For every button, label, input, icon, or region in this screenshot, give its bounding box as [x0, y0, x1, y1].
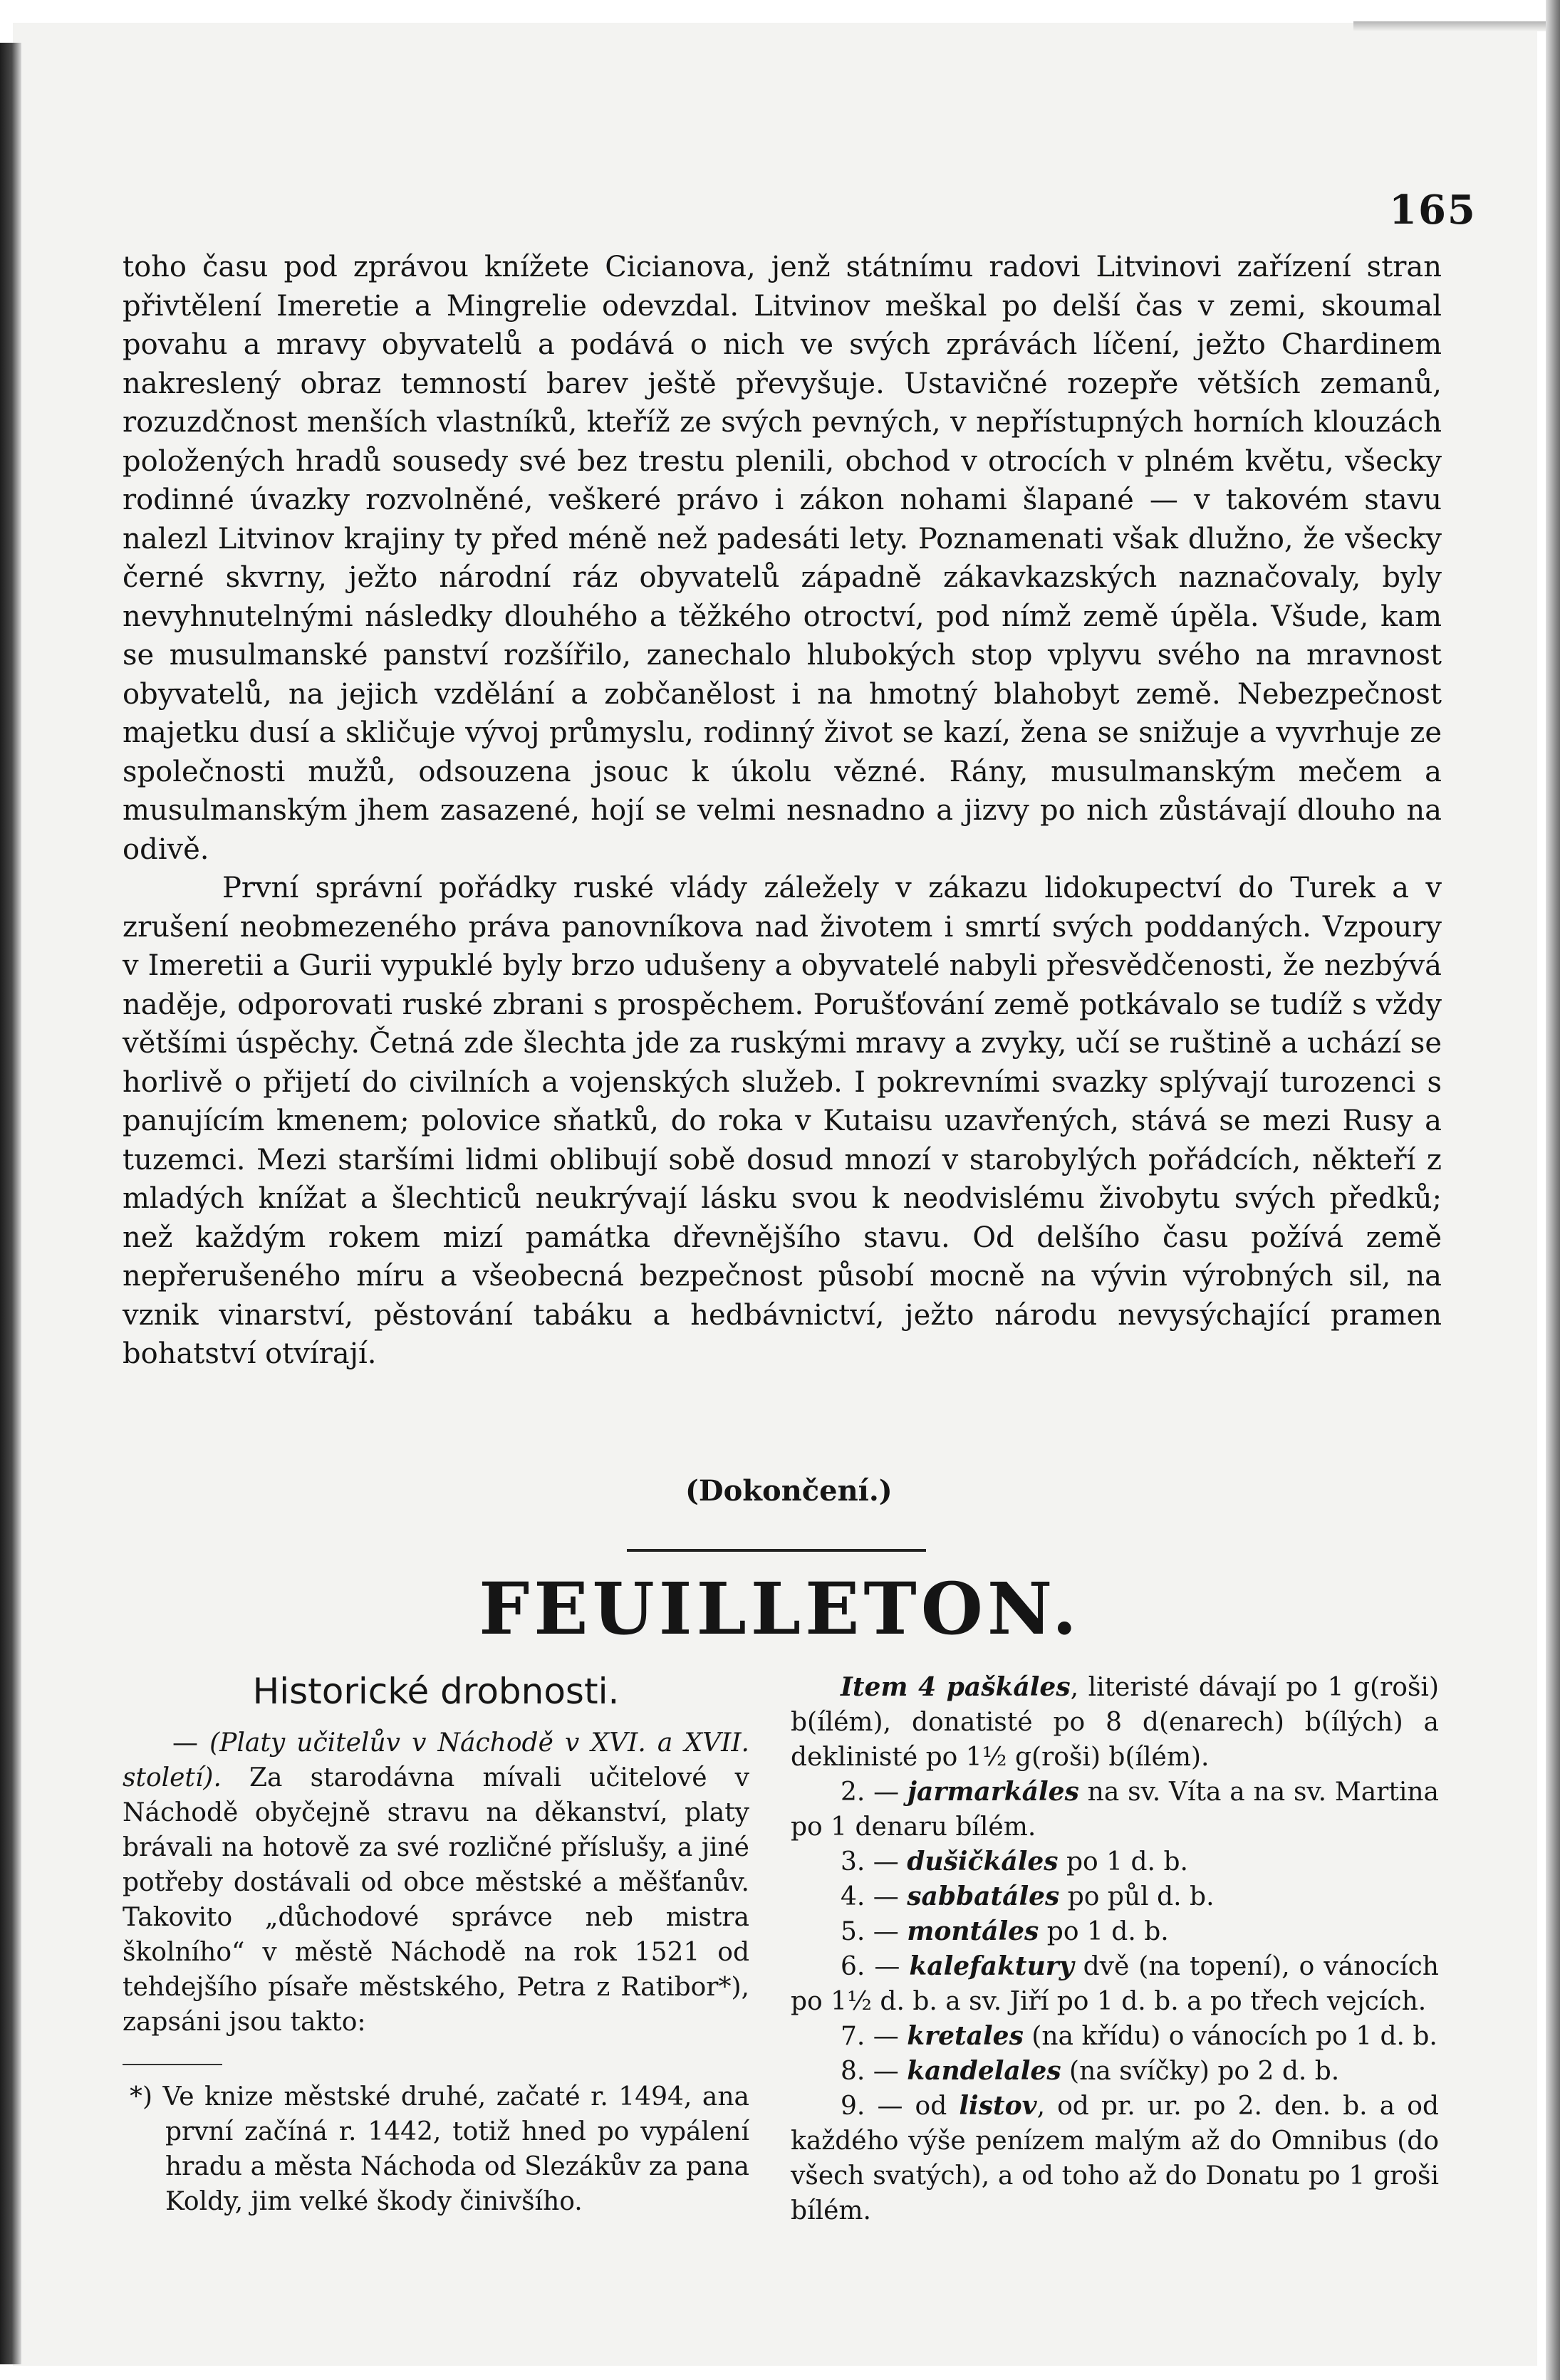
- item-text: , literisté dávají po 1 g(roši) b(ílém), donatisté po 8 d(enarech) b(ílých) a deklinisté po 1½ g(roši) b(ílém).: [791, 1673, 1439, 1772]
- item-prefix: 4. —: [841, 1882, 908, 1911]
- payment-item: [791, 2089, 1439, 2228]
- item-prefix: 5. —: [841, 1917, 908, 1946]
- item-text: po půl d. b.: [1059, 1882, 1215, 1911]
- article-body: [123, 248, 1442, 1374]
- paragraph-body: Za starodávna mívali učitelové v Náchodě obyčejně stravu na děkanství, platy brávali na hotově za své rozličné příslušy, a jiné potřeby dostávali od obce městské a měšťanův. Takovito „důchodové správce neb mistra školního“ v městě Náchodě na rok 1521 od tehdejšího písaře městského, Petra z Ratibor*), zapsáni jsou takto:: [123, 1763, 749, 2037]
- page-right-edge: [1546, 0, 1560, 2380]
- payment-item: [791, 1879, 1439, 1914]
- item-text: po 1 d. b.: [1058, 1847, 1188, 1877]
- page-top-edge: [1353, 21, 1546, 31]
- payment-item: [791, 2019, 1439, 2054]
- item-term: listov: [959, 2091, 1037, 2121]
- payment-item: [791, 1949, 1439, 2019]
- feuilleton-paragraph: [123, 1726, 749, 2040]
- item-prefix: Item 4: [841, 1672, 947, 1702]
- binding-edge: [0, 43, 21, 2364]
- item-prefix: 3. —: [841, 1847, 908, 1877]
- item-text: (na křídu) o vánocích po 1 d. b.: [1023, 2022, 1437, 2051]
- item-term: kandelales: [907, 2056, 1061, 2086]
- feuilleton-right-column: [791, 1670, 1439, 2228]
- item-term: kalefaktury: [909, 1951, 1074, 1981]
- feuilleton-title: FEUILLETON.: [479, 1567, 1081, 1651]
- item-text: na sv. Víta a na sv. Martina po 1 denaru bílém.: [791, 1778, 1440, 1842]
- section-heading: Historické drobnosti.: [252, 1671, 620, 1712]
- item-term: paškáles: [946, 1672, 1071, 1702]
- item-prefix: 9. — od: [841, 2092, 960, 2121]
- footnote-rule: [123, 2064, 222, 2065]
- item-prefix: 7. —: [841, 2022, 908, 2051]
- payment-item: [791, 1670, 1439, 1775]
- item-text: dvě (na topení), o vánocích po 1½ d. b. a sv. Jiří po 1 d. b. a po třech vejcích.: [791, 1952, 1439, 2016]
- payment-item: [791, 2054, 1439, 2089]
- item-term: jarmarkáles: [908, 1777, 1079, 1807]
- page-number: 165: [1389, 187, 1477, 234]
- item-text: (na svíčky) po 2 d. b.: [1061, 2057, 1340, 2086]
- feuilleton-left-column: [123, 1670, 749, 2219]
- concluded-note: (Dokončení.): [685, 1474, 893, 1508]
- intro-dash: —: [172, 1728, 210, 1758]
- payment-item: [791, 1914, 1439, 1949]
- article-paragraph: První správní pořádky ruské vlády záležely v zákazu lidokupectví do Turek a v zrušení neobmezeného práva panovníkova nad životem i smrtí svých poddaných. Vzpoury v Imeretii a Gurii vypuklé byly brzo udušeny a obyvatelé nabyli přesvědčenosti, že nezbývá naděje, odporovati ruské zbrani s prospěchem. Porušťování země potkávalo se tudíž s vždy většími úspěchy. Četná zde šlechta jde za ruskými mravy a zvyky, učí se ruštině a uchází se horlivě o přijetí do civilních a vojenských služeb. I pokrevními svazky splývají turozenci s panujícím kmenem; polovice sňatků, do roka v Kutaisu uzavřených, stává se mezi Rusy a tuzemci. Mezi staršími lidmi oblibují sobě dosud mnozí v starobylých pořádcích, někteří z mladých knížat a šlechticů neukrývají lásku svou k neodvislému živobytu svých předků; než každým rokem mizí památka dřevnějšího stavu. Od delšího času požívá země nepřerušeného míru a všeobecná bezpečnost působí mocně na vývin výrobných sil, na vznik vinarství, pěstování tabáku a hedbávnictví, ježto národu nevysýchající pramen bohatství otvírají.: [123, 872, 1442, 1370]
- item-term: montáles: [907, 1916, 1039, 1946]
- payment-item: [791, 1775, 1439, 1844]
- item-prefix: 8. —: [841, 2057, 908, 2086]
- item-text: , od pr. ur. po 2. den. b. a od každého výše penízem malým až do Omnibus (do všech svatých), a od toho až do Donatu po 1 groši bílém.: [791, 2092, 1439, 2225]
- item-prefix: 2. —: [841, 1778, 908, 1807]
- item-term: dušičkáles: [907, 1847, 1059, 1877]
- item-prefix: 6. —: [841, 1952, 910, 1981]
- payment-item: [791, 1844, 1439, 1879]
- item-term: sabbatáles: [907, 1881, 1060, 1911]
- item-term: kretales: [907, 2021, 1024, 2051]
- item-text: po 1 d. b.: [1039, 1917, 1169, 1946]
- footnote: *) Ve knize městské druhé, začaté r. 1494, ana první začíná r. 1442, totiž hned po vypálení hradu a města Náchoda od Slezákův za pana Koldy, jim velké škody činivšího.: [130, 2082, 749, 2216]
- section-divider: [627, 1549, 926, 1552]
- article-paragraph: toho času pod zprávou knížete Cicianova, jenž státnímu radovi Litvinovi zařízení stran přivtělení Imeretie a Mingrelie odevzdal. Litvinov meškal po delší čas v zemi, skoumal povahu a mravy obyvatelů a podává o nich ve svých zprávách líčení, ježto Chardinem nakreslený obraz temností barev ještě převyšuje. Ustavičné rozepře větších zemanů, rozuzdčnost menších vlastníků, kteříž ze svých pevných, v nepřístupných horních klouzách položených hradů sousedy své bez trestu plenili, obchod v otrocích v plném květu, všecky rodinné úvazky rozvolněné, veškeré právo i zákon nohami šlapané — v takovém stavu nalezl Litvinov krajiny ty před méně než padesáti lety. Poznamenati však dlužno, že všecky černé skvrny, ježto národní ráz obyvatelů západně zákavkazských naznačovaly, byly nevyhnutelnými následky dlouhého a těžkého otroctví, pod nímž země úpěla. Všude, kam se musulmanské panství rozšířilo, zanechalo hlubokých stop vplyvu svého na mravnost obyvatelů, na jejich vzdělání a zobčanělost i na hmotný blahobyt země. Nebezpečnost majetku dusí a skličuje vývoj průmyslu, rodinný život se kazí, žena se snižuje a vyvrhuje ze společnosti mužů, odsouzena jsouc k úkolu vězné. Rány, musulmanským mečem a musulmanským jhem zasazené, hojí se velmi nesnadno a jizvy po nich zůstávají dlouho na odivě.: [123, 251, 1442, 866]
- subtitle: (Platy učitelův v Náchodě v XVI. a XVII. století).: [123, 1728, 749, 1792]
